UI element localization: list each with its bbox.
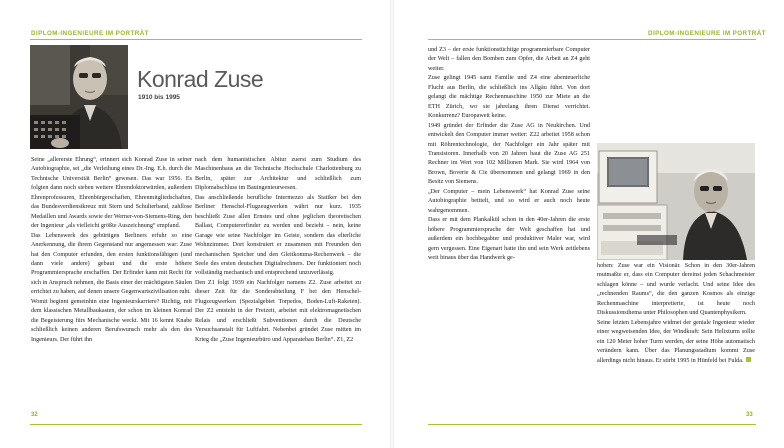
- book-gutter: [390, 0, 394, 448]
- text-column-4: [597, 262, 755, 422]
- end-of-article-marker: [746, 357, 751, 362]
- footer-rule-left: [30, 424, 362, 425]
- closing-paragraph: [597, 319, 755, 366]
- computer-illustration: [597, 143, 755, 260]
- paragraph: Seine „allererste Ehrung“, erinnert sich Konrad Zuse in seiner Autobiographie, sei „die Verleihung eines Dr.-Ing. E.h. durch die Technische Universität Berlin“ gewesen. Das war 1956. Es folgten dann noch sieben weitere Ehrendoktorwürden, außerdem Ehrenprofessuren, Ehrenbürgerschaften, Ehrenmitgliedschaften, das Bundesverdienstkreuz mit Stern und Schulterband, zahllose Medaillen und Awards sowie der Werner-von-Siemens-Ring, den der Ingenieur „als vielleicht größte Auszeichnung“ empfand.: [31, 157, 192, 230]
- text-column-3: [428, 46, 590, 420]
- text-column-1: [31, 156, 192, 414]
- computer-photo: [597, 143, 755, 260]
- header-rule-left: [30, 39, 362, 40]
- paragraph: Dass er mit dem Plankalkül schon in den 40er-Jahren die erste höhere Programmiersprache der Welt geschaffen hat und außerdem ein hochbegabter und produktiver Maler war, wird gern vergessen. Eine Eigenart hatte ihn und sein Werk zeitlebens weit hinaus über das Handwerk ge-: [428, 217, 590, 261]
- page-number-left: 32: [31, 412, 38, 418]
- paragraph: Zuse gelingt 1945 samt Familie und Z4 eine abenteuerliche Flucht aus Berlin, die schließlich ins Allgäu führt. Von dort gelangt die mächtige Rechenmaschine 1950 zur Miete an die ETH Zürich, wo sie jahrelang ihren Dienst verrichtet. Konkurrenz? Europaweit keine.: [428, 75, 590, 120]
- paragraph: Seine letzten Lebensjahre widmet der geniale Ingenieur wieder einer wegweisenden Idee, der Windkraft: Sein Helixturm sollte ein 120 Meter hoher Turm werden, der seine Höhe automatisch verändern kann. Über das Planungsstadium kommt Zuse allerdings nicht hinaus. Er stirbt 1995 in Hünfeld bei Fulda.: [597, 319, 755, 364]
- paragraph: Womit beginnt gemeinhin eine Ingenieurskarriere? Richtig, mit dem klassischen Metallbaukasten, der schon im kleinen Konrad die Begeisterung fürs Mechanische weckt. Mit 16 kennt Knabe schließlich keinen anderen Berufswunsch mehr als den des Ingenieurs. Der führt ihn: [31, 298, 192, 343]
- text-column-2: [195, 156, 361, 414]
- portrait-photo: [30, 45, 128, 149]
- paragraph: „Der Computer – mein Lebenswerk“ hat Konrad Zuse seine Autobiographie betitelt, und so wird er auch noch heute wahrgenommen.: [428, 188, 590, 214]
- portrait-illustration: [30, 45, 128, 149]
- footer-rule-right: [428, 424, 756, 425]
- running-header-left: DIPLOM-INGENIEURE IM PORTRÄT: [31, 30, 149, 37]
- person-life-years: 1910 bis 1995: [138, 94, 180, 101]
- paragraph: nach dem humanistischen Abitur zuerst zum Studium des Maschinenbaus an die Technische Hochschule Charlottenburg zu Berlin, später zur Architektur und schließlich zum Diplomabschluss im Bauingenieurwesen.: [195, 157, 361, 192]
- paragraph: Den Z1 folgt 1939 ein Nachfolger namens Z2. Zuse arbeitet zu dieser Zeit für die Sonderabteilung F bei den Henschel-Flugzeugwerken (Spezialgebiet Torpedos, Boden-Luft-Raketen). Der Z2 entsteht in der Freizeit, arbeitet mit elektromagnetischen Relais und erschließt Subventionen durch die Deutsche Versuchsanstalt für Luftfahrt. Nebenbei gründet Zuse mitten im Krieg die „Zuse Ingenieurbüro und Apparatebau Berlin“. Z1, Z2: [195, 279, 361, 343]
- paragraph: Das anschließende berufliche Intermezzo als Statiker bei den Berliner Henschel-Flugzeugwerken währt nur kurz. 1935 beschließt Zuse allen Ernstes und ohne jeglichen theoretischen Ballast, Computererfinder zu werden und bezieht – nein, keine Garage wie seine Nachfolger im Geiste, sondern das elterliche Wohnzimmer. Dort konstruiert er zusammen mit Freunden den mechanischen Speicher und den Gleitkomma-Rechenwerk – die Seele des ersten deutschen Digitalrechners. Der funktioniert noch vollständig mechanisch und entsprechend unzuverlässig.: [195, 194, 361, 277]
- page-number-right: 33: [746, 412, 753, 418]
- paragraph: und Z3 – der erste funktionstüchtige programmierbare Computer der Welt – fallen den Bomben zum Opfer, die Arbeit an Z4 geht weiter.: [428, 47, 590, 72]
- header-rule-right: [428, 39, 756, 40]
- running-header-right: DIPLOM-INGENIEURE IM PORTRÄT: [648, 30, 766, 37]
- paragraph: 1949 gründet der Erfinder die Zuse AG in Neukirchen. Und entwickelt den Computer immer weiter: Z22 arbeitet 1958 schon mit Röhrentechnologie, der Nachfolger ein Jahr später mit Transistoren. Innerhalb von 20 Jahren baut die Zuse AG 251 Rechner im Wert von 102 Millionen Mark. Sie wird 1964 von Brown, Boverie & Cie übernommen und gelangt 1969 in den Besitz von Siemens.: [428, 122, 590, 186]
- paragraph: hoben: Zuse war ein Visionär. Schon in den 30er-Jahren mutmaßte er, dass ein Computer dereinst jeden Schachmeister schlagen könne – und wurde verlacht. Und seine Idee des „rechnenden Raums“, die den ganzen Kosmos als einzige Rechenmaschine interpretierte, ist heute noch Diskussionsthema unter Philosophen und Quantenphysikern.: [597, 263, 755, 317]
- person-name-heading: Konrad Zuse: [137, 66, 264, 92]
- paragraph: Das Lebenswerk des gebürtigen Berliners erfuhr so eine Anerkennung, die ihrem Gegenstand nur angemessen war: Zuse hat den Computer erfunden, den ersten funktionsfähigen (und dann viele andere) gebaut und die erste höhere Programmiersprache erschaffen. Der Erfinder kann mit Recht für sich in Anspruch nehmen, die Basis einer der mächtigsten Säulen errichtet zu haben, auf denen unsere Gegenwartszivilisation ruht.: [31, 232, 192, 296]
